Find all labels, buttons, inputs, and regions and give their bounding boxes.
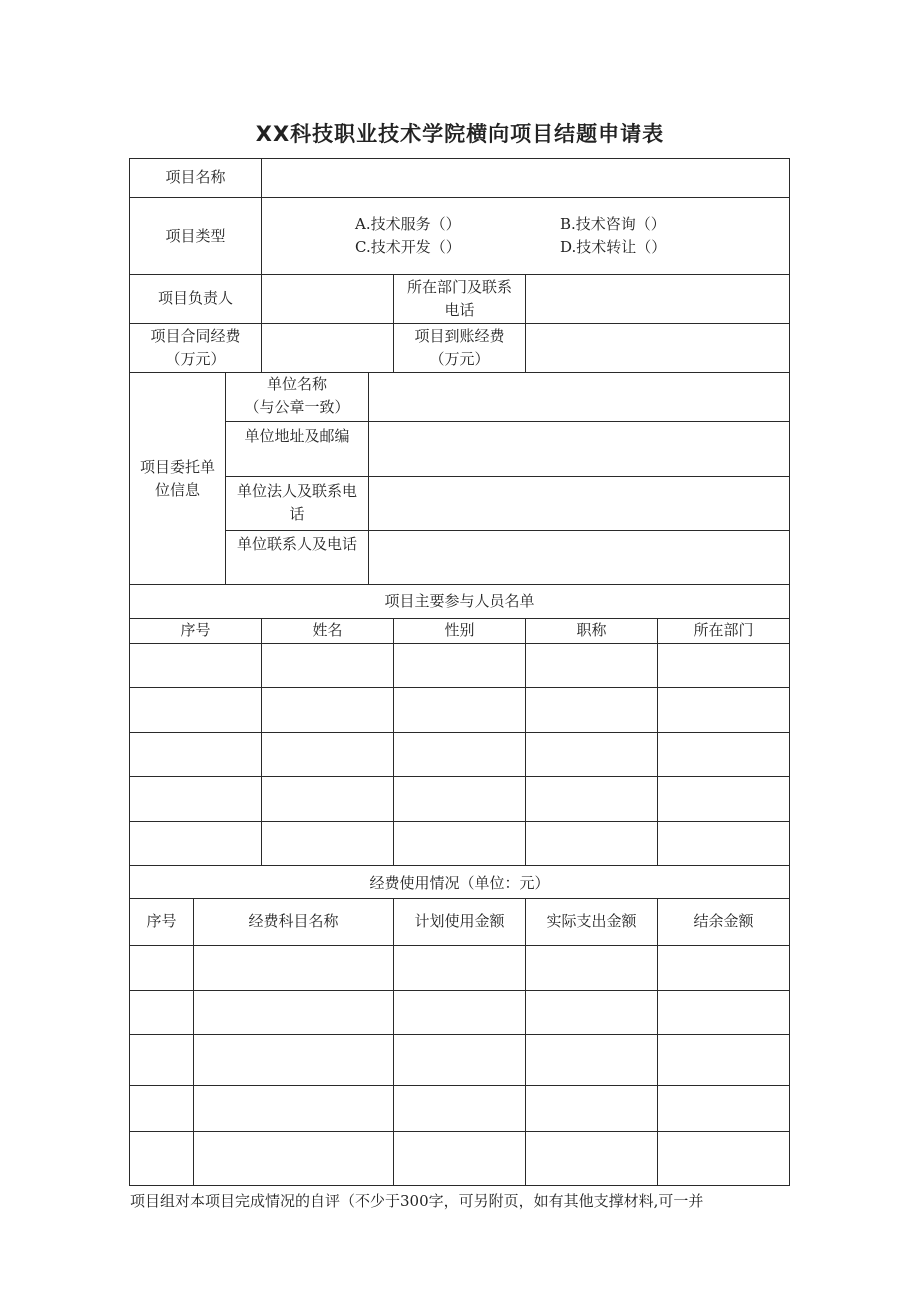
row-divider [129,584,790,585]
funds-col-header: 结余金额 [693,912,754,930]
col-divider [657,618,658,865]
col-divider [525,618,526,865]
row-divider [129,898,790,899]
client-info-label-line2: 位信息 [154,481,200,499]
project-type-label: 项目类型 [165,227,226,245]
table-border-top [129,158,790,159]
type-option-c[interactable]: C.技术开发（） [355,238,461,256]
row-divider [129,776,790,777]
row-divider [225,530,790,531]
members-col-header: 性别 [444,621,475,639]
client-contact-value[interactable] [369,545,789,568]
row-divider [129,643,790,644]
row-divider [129,732,790,733]
leader-value[interactable] [262,287,393,310]
funds-col-header: 经费科目名称 [248,912,339,930]
contract-fund-label-line1: 项目合同经费 [150,327,241,345]
page-title: XX科技职业技术学院横向项目结题申请表 [255,122,665,146]
col-divider [393,618,394,865]
received-fund-value[interactable] [526,336,789,359]
col-divider [525,898,526,1185]
col-divider [393,898,394,1185]
row-divider [129,821,790,822]
members-col-header: 职称 [576,621,607,639]
dept-phone-label-line2: 电话 [444,301,475,319]
row-divider [129,687,790,688]
funds-col-header: 序号 [146,912,177,930]
type-option-a[interactable]: A.技术服务（） [355,215,461,233]
project-name-value[interactable] [262,166,789,189]
row-divider [129,323,790,324]
row-divider [225,476,790,477]
type-option-d[interactable]: D.技术转让（） [560,238,667,256]
col-divider [193,898,194,1185]
members-col-header: 所在部门 [693,621,754,639]
client-name-label-line1: 单位名称 [266,375,327,393]
members-col-header: 序号 [180,621,211,639]
funds-col-header: 计划使用金额 [414,912,505,930]
client-name-label-line2: （与公章一致） [244,398,350,416]
funds-col-header: 实际支出金额 [546,912,637,930]
client-info-label-line1: 项目委托单 [139,458,215,476]
client-legal-label-line1: 单位法人及联系电 [236,482,357,500]
row-divider [129,1034,790,1035]
row-divider [129,1085,790,1086]
members-col-header: 姓名 [312,621,343,639]
dept-phone-label-line1: 所在部门及联系 [406,278,512,296]
client-legal-value[interactable] [369,491,789,514]
contract-fund-label-line2: （万元） [165,350,226,368]
row-divider [129,945,790,946]
client-name-value[interactable] [369,385,789,408]
received-fund-label-line2: （万元） [429,350,490,368]
row-divider [129,197,790,198]
row-divider [129,990,790,991]
project-name-label: 项目名称 [165,168,226,186]
col-divider [657,898,658,1185]
self-evaluation-prompt: 项目组对本项目完成情况的自评（不少于300字，可另附页，如有其他支撑材料,可一并 [130,1192,704,1210]
row-divider [129,1131,790,1132]
row-divider [129,274,790,275]
received-fund-label-line1: 项目到账经费 [414,327,505,345]
funds-heading: 经费使用情况（单位：元） [369,874,550,892]
type-option-b[interactable]: B.技术咨询（） [560,215,666,233]
contract-fund-value[interactable] [262,336,393,359]
row-divider [129,865,790,866]
leader-label: 项目负责人 [157,289,233,307]
members-heading: 项目主要参与人员名单 [384,592,535,610]
table-border-right [789,158,790,1186]
row-divider [225,421,790,422]
client-contact-label: 单位联系人及电话 [236,535,357,553]
client-legal-label-line2: 话 [289,505,305,523]
col-divider [261,618,262,865]
client-address-label: 单位地址及邮编 [244,427,350,445]
client-address-value[interactable] [369,437,789,460]
table-border-left [129,158,130,1186]
table-border-bottom [129,1185,790,1186]
dept-phone-value[interactable] [526,287,789,310]
